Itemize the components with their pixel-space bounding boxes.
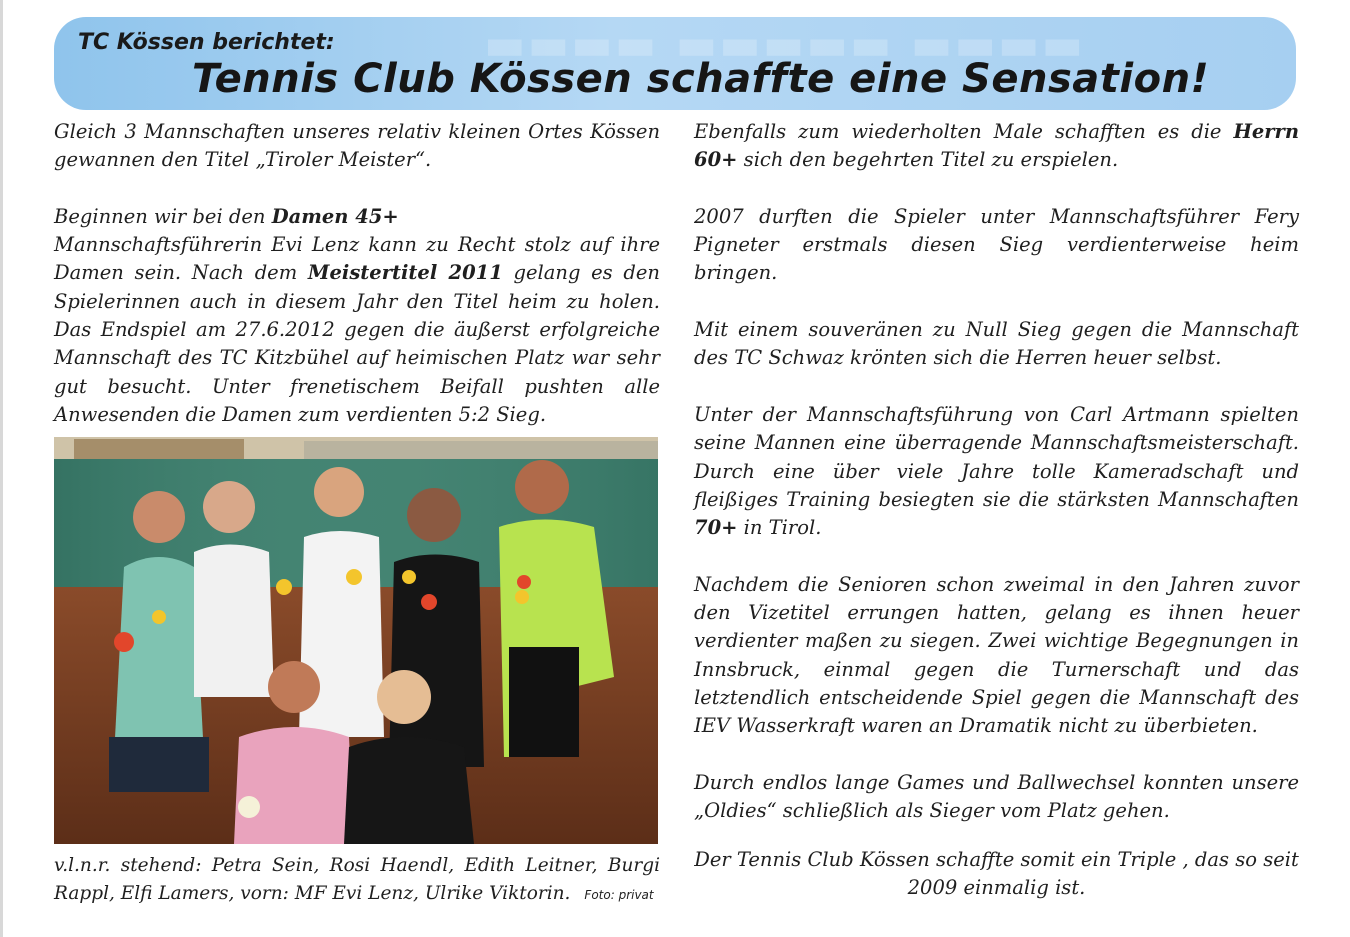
photo-caption (54, 852, 660, 909)
caption-text: v.l.n.r. stehend: Petra Sein, Rosi Haendl, Edith Leitner, Burgi Rappl, Elfi Lamers, vorn: MF Evi Lenz, Ulrike Viktorin. (54, 855, 660, 904)
damen-intro: Beginnen wir bei den (54, 204, 272, 228)
meistertitel-bold: Meistertitel 2011 (307, 261, 503, 285)
headline: Tennis Club Kössen schaffte eine Sensation! (192, 56, 1210, 102)
senioren-paragraph: Nachdem die Senioren schon zweimal in den Jahren zuvor den Vizetitel errungen hatten, gelang es ihnen heuer verdienter maßen zu siegen. Zwei wichtige Begegnungen in Innsbruck, einmal gegen die Turnerschaft und das letztendlich entscheidende Spiel gegen die Mannschaft des IEV Wasserkraft waren an Dramatik nicht zu überbieten. (694, 572, 1299, 738)
damen-text-a: Mannschaftsführerin Evi Lenz kann zu Recht stolz auf ihre Damen sein. Nach dem (54, 233, 660, 285)
kicker: TC Kössen berichtet: (78, 30, 335, 55)
page-edge (0, 0, 3, 937)
herrn-paragraph (694, 118, 1299, 175)
intro-paragraph: Gleich 3 Mannschaften unseres relativ kleinen Ortes Kössen gewannen den Titel „Tiroler Meister“. (54, 120, 660, 172)
herrn-60-bold: Herrn 60+ (694, 120, 1299, 172)
herrn-text-a: Ebenfalls zum wiederholten Male schafften es die (694, 120, 1234, 143)
photo-credit: Foto: privat (584, 888, 654, 902)
oldies-paragraph: Durch endlos lange Games und Ballwechsel konnten unsere „Oldies“ schließlich als Sieger vom Platz gehen. (694, 770, 1299, 823)
artmann-paragraph (694, 401, 1299, 542)
show-through-text: ▬▬▬▬ ▬▬▬▬▬ ▬▬▬▬ (484, 19, 1086, 70)
artmann-text-a: Unter der Mannschaftsführung von Carl Artmann spielten seine Mannen eine überragende Mannschaftsmeisterschaft. Durch eine über viele Jahre tolle Kameradschaft und fleißiges Training besiegten sie die stärksten Mannschaften (694, 402, 1299, 511)
team-photo (54, 437, 658, 844)
damen-text-b: gelang es den Spielerinnen auch in diesem Jahr den Titel heim zu holen. Das Endspiel am 27.6.2012 gegen die äußerst erfolgreiche Mannschaft des TC Kitzbühel auf heimischen Platz war sehr gut besucht. Unter frenetischem Beifall pushten alle Anwesenden die Damen zum verdienten 5:2 Sieg. (54, 261, 660, 426)
closing-statement: Der Tennis Club Kössen schaffte somit ein Triple , das so seit 2009 einmalig ist. (694, 848, 1299, 900)
seventy-plus-bold: 70+ (694, 516, 738, 540)
artmann-text-b: in Tirol. (737, 516, 822, 540)
schwaz-paragraph: Mit einem souveränen zu Null Sieg gegen die Mannschaft des TC Schwaz krönten sich die Herren heuer selbst. (694, 318, 1299, 370)
pigneter-paragraph: 2007 durften die Spieler unter Mannschaftsführer Fery Pigneter erstmals diesen Sieg verdienterweise heim bringen. (694, 204, 1299, 285)
herrn-text-b: sich den begehrten Titel zu erspielen. (737, 148, 1119, 172)
damen-paragraph (54, 203, 660, 429)
right-column (694, 118, 1299, 825)
left-column (54, 118, 660, 429)
damen-heading: Damen 45+ (271, 204, 399, 228)
